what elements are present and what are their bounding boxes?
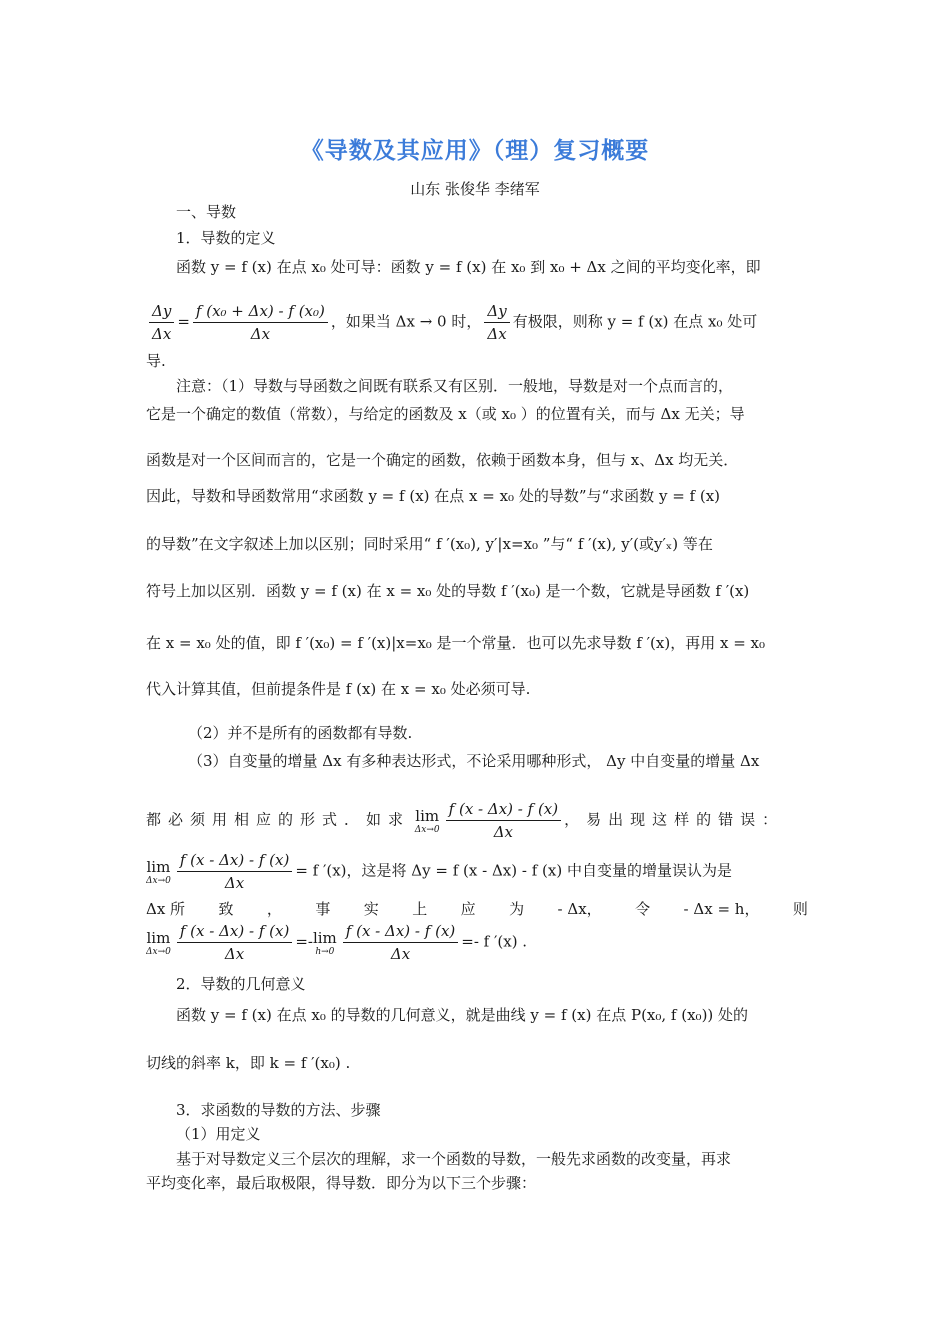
paragraph-line: 函数 y = f (x) 在点 x₀ 处可导：函数 y = f (x) 在 x₀ 到 x₀ + Δx 之间的平均变化率，即 [176,258,761,276]
document-title: 《导数及其应用》（理）复习概要 [300,138,650,164]
subsection-heading: 1．导数的定义 [176,229,276,247]
fraction: $\frac{\text{f (x₀ + Δx) - f (x₀)}}{\Delta x}$ [193,300,328,345]
paragraph-line: 因此，导数和导函数常用“求函数 y = f (x) 在点 x = x₀ 处的导数”与“求函数 y = f (x) [146,487,721,505]
paragraph-line: 平均变化率，最后取极限，得导数．即分为以下三个步骤： [146,1174,537,1192]
limit: lim Δx→0 [146,857,171,886]
paragraph-line: 它是一个确定的数值（常数），与给定的函数及 x（或 x₀ ）的位置有关，而与 Δx 无关；导 [146,405,745,423]
paragraph-line: （2）并不是所有的函数都有导数. [188,724,413,742]
subsection-heading: 3．求函数的导数的方法、步骤 [176,1101,381,1119]
subsection-heading: 2．导数的几何意义 [176,975,306,993]
fraction: $\frac{f (x - \Delta x) - f (x)}{\Delta x}$ [446,798,561,843]
paragraph-line: 函数是对一个区间而言的，它是一个确定的函数，依赖于函数本身，但与 x、Δx 均无关． [146,451,739,469]
formula-line: lim Δx→0 $\frac{f (x - \Delta x) - f (x)}{\Delta x}$ = f ′(x)，这是将 Δy = f (x - Δx) - f (x) 中自变量的增量误认为是 [146,851,732,892]
fraction: $\frac{f (x - \Delta x) - f (x)}{\Delta x}$ [343,920,458,965]
paragraph-line: 基于对导数定义三个层次的理解，求一个函数的导数，一般先求函数的改变量，再求 [176,1150,732,1168]
limit: lim Δx→0 [414,806,440,835]
paragraph-line: 导. [146,352,166,370]
author-line: 山东 张俊华 李绪军 [410,180,540,198]
formula-line: 都必须用相应的形式．如求 lim Δx→0 $\frac{f (x - \Delta x) - f (x)}{\Delta x}$ ，易出现这样的错误： [146,800,785,841]
paragraph-line: 符号上加以区别．函数 y = f (x) 在 x = x₀ 处的导数 f ′(x₀) 是一个数，它就是导函数 f ′(x) [146,582,750,600]
paragraph-line: （3）自变量的增量 Δx 有多种表达形式，不论采用哪种形式， Δy 中自变量的增量 Δx [188,752,760,770]
paragraph-line: 在 x = x₀ 处的值，即 f ′(x₀) = f ′(x)|x=x₀ 是一个常量．也可以先求导数 f ′(x)，再用 x = x₀ [146,634,766,652]
subsection-heading: （1）用定义 [176,1125,261,1143]
formula-line: lim Δx→0 $\frac{f (x - \Delta x) - f (x)}{\Delta x}$ =- lim h→0 $\frac{f (x - \Delta x) - f (x)}{\Delta x}$ =- f ′(x) . [146,922,528,963]
limit: lim h→0 [312,928,337,957]
paragraph-line: 注意：（1）导数与导函数之间既有联系又有区别．一般地，导数是对一个点而言的， [176,377,734,395]
paragraph-line: 代入计算其值，但前提条件是 f (x) 在 x = x₀ 处必须可导. [146,680,531,698]
fraction: $\frac{\Delta y}{\Delta x}$ [484,300,509,345]
formula-line: $\frac{\Delta y}{\Delta x}$ = $\frac{\text{f (x₀ + Δx) - f (x₀)}}{\Delta x}$ ，如果当 Δx → 0 时， $\frac{\Delta y}{\Delta x}$ 有极限，则称 y = f (x) 在点 x₀ 处可 [146,300,808,346]
limit: lim Δx→0 [146,928,171,957]
paragraph-line: 的导数”在文字叙述上加以区别；同时采用“ f ′(x₀), y′|x=x₀ ”与“ f ′(x), y′(或y′ₓ) 等在 [146,535,713,553]
paragraph-line: 函数 y = f (x) 在点 x₀ 的导数的几何意义，就是曲线 y = f (x) 在点 P(x₀, f (x₀)) 处的 [176,1006,749,1024]
fraction: $\frac{f (x - \Delta x) - f (x)}{\Delta x}$ [177,920,292,965]
fraction: $\frac{f (x - \Delta x) - f (x)}{\Delta x}$ [177,849,292,894]
fraction: $\frac{\Delta y}{\Delta x}$ [149,300,174,345]
paragraph-line: Δx 所 致 ， 事 实 上 应 为 - Δx， 令 - Δx = h， 则 [146,900,808,918]
paragraph-line: 切线的斜率 k，即 k = f ′(x₀) . [146,1054,351,1072]
section-heading: 一、导数 [176,203,237,221]
